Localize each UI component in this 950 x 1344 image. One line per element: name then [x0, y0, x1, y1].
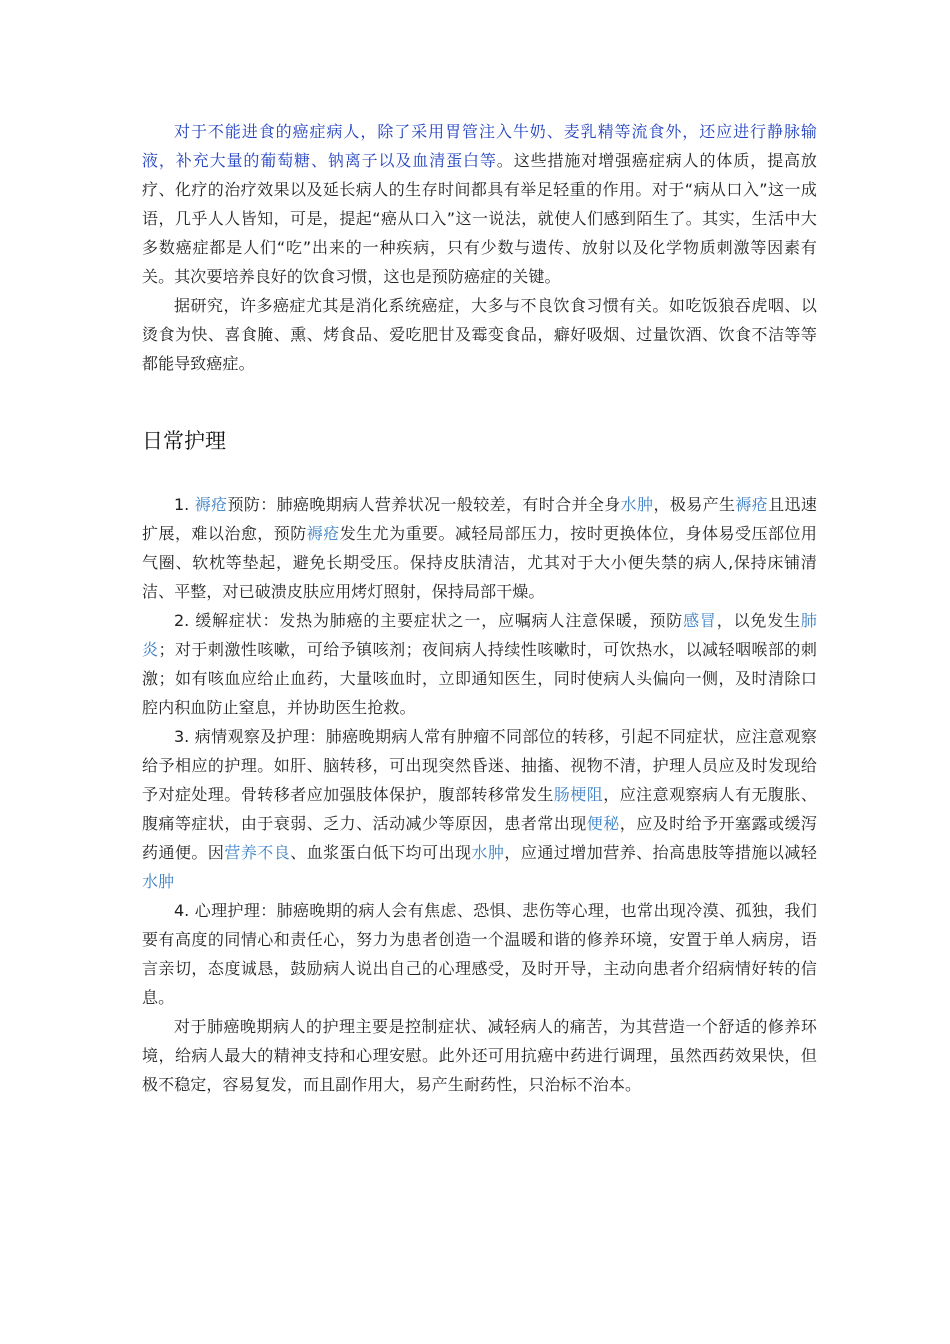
link-edema[interactable]: 水肿 [620, 495, 654, 514]
link-pneumonia[interactable]: 肺炎 [142, 611, 817, 659]
closing-paragraph: 对于肺癌晚期病人的护理主要是控制症状、减轻病人的痛苦，为其营造一个舒适的修养环境，给病人最大的精神支持和心理安慰。此外还可用抗癌中药进行调理，虽然西药效果快，但极不稳定，容易复发，而且副作用大，易产生耐药性，只治标不治本。 [142, 1017, 817, 1094]
link-malnutrition[interactable]: 营养不良 [224, 843, 291, 862]
link-constipation[interactable]: 便秘 [586, 814, 620, 833]
care-list [142, 490, 817, 1099]
item-number: 4. [174, 901, 190, 920]
care-item-2 [142, 606, 817, 722]
item-text: ，应通过增加营养、抬高患肢等措施以减轻 [504, 843, 817, 862]
intro-section [142, 117, 817, 378]
item-text: ；对于刺激性咳嗽，可给予镇咳剂；夜间病人持续性咳嗽时，可饮热水，以减轻咽喉部的刺激；如有咳血应给止血药，大量咳血时，立即通知医生，同时使病人头偏向一侧，及时清除口腔内积血防止窒息，并协助医生抢救。 [142, 640, 817, 717]
item-text: 发生尤为重要。减轻局部压力，按时更换体位，身体易受压部位用气圈、软枕等垫起，避免长期受压。保持皮肤清洁，尤其对于大小便失禁的病人,保持床铺清洁、平整，对已破溃皮肤应用烤灯照射，保持局部干燥。 [142, 524, 818, 601]
care-item-1 [142, 490, 817, 606]
item-number: 3. [174, 727, 190, 746]
item-text: 预防：肺癌晚期病人营养状况一般较差，有时合并全身 [227, 495, 621, 514]
item-text: ，应及时给予开塞露或缓泻药通便。因 [142, 814, 818, 862]
item-text: ，应注意观察病人有无腹胀、腹痛等症状，由于衰弱、乏力、活动减少等原因，患者常出现 [142, 785, 817, 833]
item-text: 缓解症状：发热为肺癌的主要症状之一，应嘱病人注意保暖，预防 [195, 611, 684, 630]
item-text: ，极易产生 [653, 495, 736, 514]
link-intestinal-obstruction[interactable]: 肠梗阻 [553, 785, 604, 804]
link-cold[interactable]: 感冒 [683, 611, 717, 630]
care-item-3 [142, 722, 817, 896]
section-heading: 日常护理 [142, 429, 226, 453]
intro-paragraph-1-text: 。这些措施对增强癌症病人的体质，提高放疗、化疗的治疗效果以及延长病人的生存时间都具有举足轻重的作用。对于“病从口入”这一成语，几乎人人皆知，可是，提起“癌从口入”这一说法，就使人们感到陌生了。其实，生活中大多数癌症都是人们“吃”出来的一种疾病，只有少数与遗传、放射以及化学物质刺激等因素有关。其次要培养良好的饮食习惯，这也是预防癌症的关键。 [142, 151, 817, 286]
link-bedsore[interactable]: 褥疮 [306, 524, 340, 543]
item-number: 1. [174, 495, 190, 514]
item-text: 心理护理：肺癌晚期的病人会有焦虑、恐惧、悲伤等心理，也常出现冷漠、孤独，我们要有高度的同情心和责任心，努力为患者创造一个温暖和谐的修养环境，安置于单人病房，语言亲切，态度诚恳，鼓励病人说出自己的心理感受，及时开导，主动向患者介绍病情好转的信息。 [142, 901, 817, 1007]
item-text: 病情观察及护理：肺癌晚期病人常有肿瘤不同部位的转移，引起不同症状，应注意观察给予相应的护理。如肝、脑转移，可出现突然昏迷、抽搐、视物不清，护理人员应及时发现给予对症处理。骨转移者应加强肢体保护，腹部转移常发生 [142, 727, 817, 804]
link-bedsore[interactable]: 褥疮 [735, 495, 769, 514]
intro-paragraph-1 [142, 117, 817, 291]
item-text: 且迅速扩展，难以治愈，预防 [142, 495, 817, 543]
item-number: 2. [174, 611, 190, 630]
care-item-4 [142, 896, 817, 1012]
link-edema[interactable]: 水肿 [471, 843, 505, 862]
link-bedsore[interactable]: 褥疮 [194, 495, 228, 514]
item-text: ，以免发生 [716, 611, 801, 630]
intro-highlight-text: 对于不能进食的癌症病人，除了采用胃管注入牛奶、麦乳精等流食外，还应进行静脉输液，补充大量的葡萄糖、钠离子以及血清蛋白等 [142, 122, 817, 170]
item-text: 、血浆蛋白低下均可出现 [290, 843, 472, 862]
intro-paragraph-2: 据研究，许多癌症尤其是消化系统癌症，大多与不良饮食习惯有关。如吃饭狼吞虎咽、以烫食为快、喜食腌、熏、烤食品、爱吃肥甘及霉变食品，癖好吸烟、过量饮酒、饮食不洁等等都能导致癌症。 [142, 296, 817, 373]
link-edema[interactable]: 水肿 [142, 872, 175, 891]
